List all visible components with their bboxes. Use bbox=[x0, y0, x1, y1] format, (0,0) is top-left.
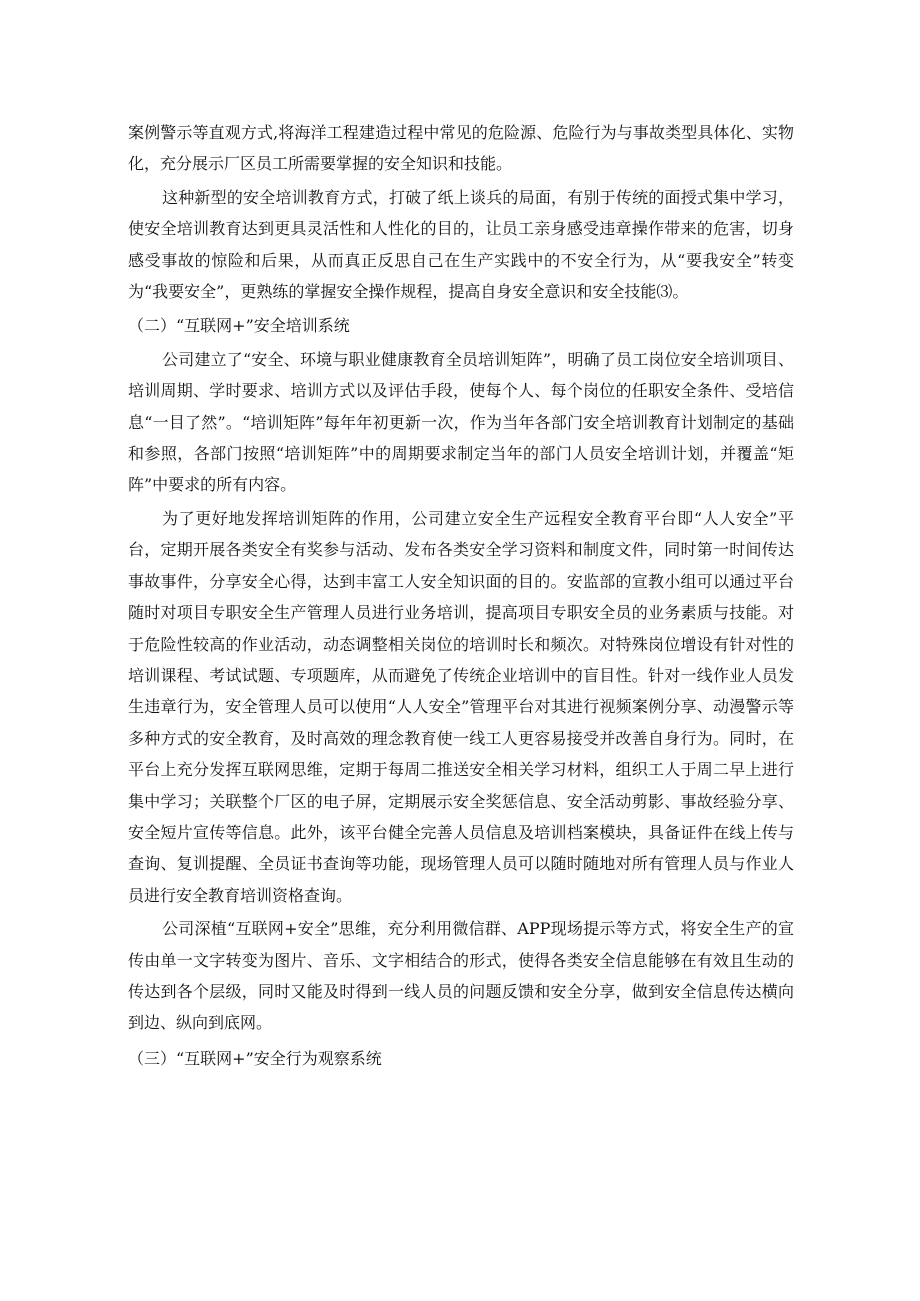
paragraph-training-matrix: 公司建立了“安全、环境与职业健康教育全员培训矩阵”，明确了员工岗位安全培训项目、培训周期、学时要求、培训方式以及评估手段，使每个人、每个岗位的任职安全条件、受培信息“一目了然”。“培训矩阵”每年年初更新一次，作为当年各部门安全培训教育计划制定的基础和参照，各部门按照“培训矩阵”中的周期要求制定当年的部门人员安全培训计划，并覆盖“矩阵”中要求的所有内容。 bbox=[128, 349, 794, 495]
section-heading-internet-training-system: （二）“互联网+”安全培训系统 bbox=[128, 316, 350, 336]
paragraph-new-training-method: 这种新型的安全培训教育方式，打破了纸上谈兵的局面，有别于传统的面授式集中学习，使安全培训教育达到更具灵活性和人性化的目的，让员工亲身感受违章操作带来的危害，切身感受事故的惊险和后果，从而真正反思自己在生产实践中的不安全行为，从“要我安全”转变为“我要安全”，更熟练的掌握安全操作规程，提高自身安全意识和安全技能⑶。 bbox=[128, 187, 794, 302]
paragraph-internet-safety-thinking: 公司深植“互联网+安全”思维，充分利用微信群、APP现场提示等方式，将安全生产的宣传由单一文字转变为图片、音乐、文字相结合的形式，使得各类安全信息能够在有效且生动的传达到各个层级，同时又能及时得到一线人员的问题反馈和安全分享，做到安全信息传达横向到边、纵向到底网。 bbox=[128, 919, 794, 1033]
paragraph-everyone-safety-platform: 为了更好地发挥培训矩阵的作用，公司建立安全生产远程安全教育平台即“人人安全”平台，定期开展各类安全有奖参与活动、发布各类安全学习资料和制度文件，同时第一时间传达事故事件，分享安全心得，达到丰富工人安全知识面的目的。安监部的宣教小组可以通过平台随时对项目专职安全生产管理人员进行业务培训，提高项目专职安全员的业务素质与技能。对于危险性较高的作业活动，动态调整相关岗位的培训时长和频次。对特殊岗位增设有针对性的培训课程、考试试题、专项题库，从而避免了传统企业培训中的盲目性。针对一线作业人员发生违章行为，安全管理人员可以使用“人人安全”管理平台对其进行视频案例分享、动漫警示等多种方式的安全教育，及时高效的理念教育使一线工人更容易接受并改善自身行为。同时，在平台上充分发挥互联网思维，定期于每周二推送安全相关学习材料，组织工人于周二早上进行集中学习；关联整个厂区的电子屏，定期展示安全奖惩信息、安全活动剪影、事故经验分享、安全短片宣传等信息。此外，该平台健全完善人员信息及培训档案模块，具备证件在线上传与查询、复训提醒、全员证书查询等功能，现场管理人员可以随时随地对所有管理人员与作业人员进行安全教育培训资格查询。 bbox=[128, 508, 794, 905]
document-body bbox=[128, 117, 794, 1074]
section-heading-behavior-observation-system: （三）“互联网+”安全行为观察系统 bbox=[128, 1048, 382, 1068]
paragraph-case-warning: 案例警示等直观方式,将海洋工程建造过程中常见的危险源、危险行为与事故类型具体化、实物化，充分展示厂区员工所需要掌握的安全知识和技能。 bbox=[128, 123, 794, 174]
